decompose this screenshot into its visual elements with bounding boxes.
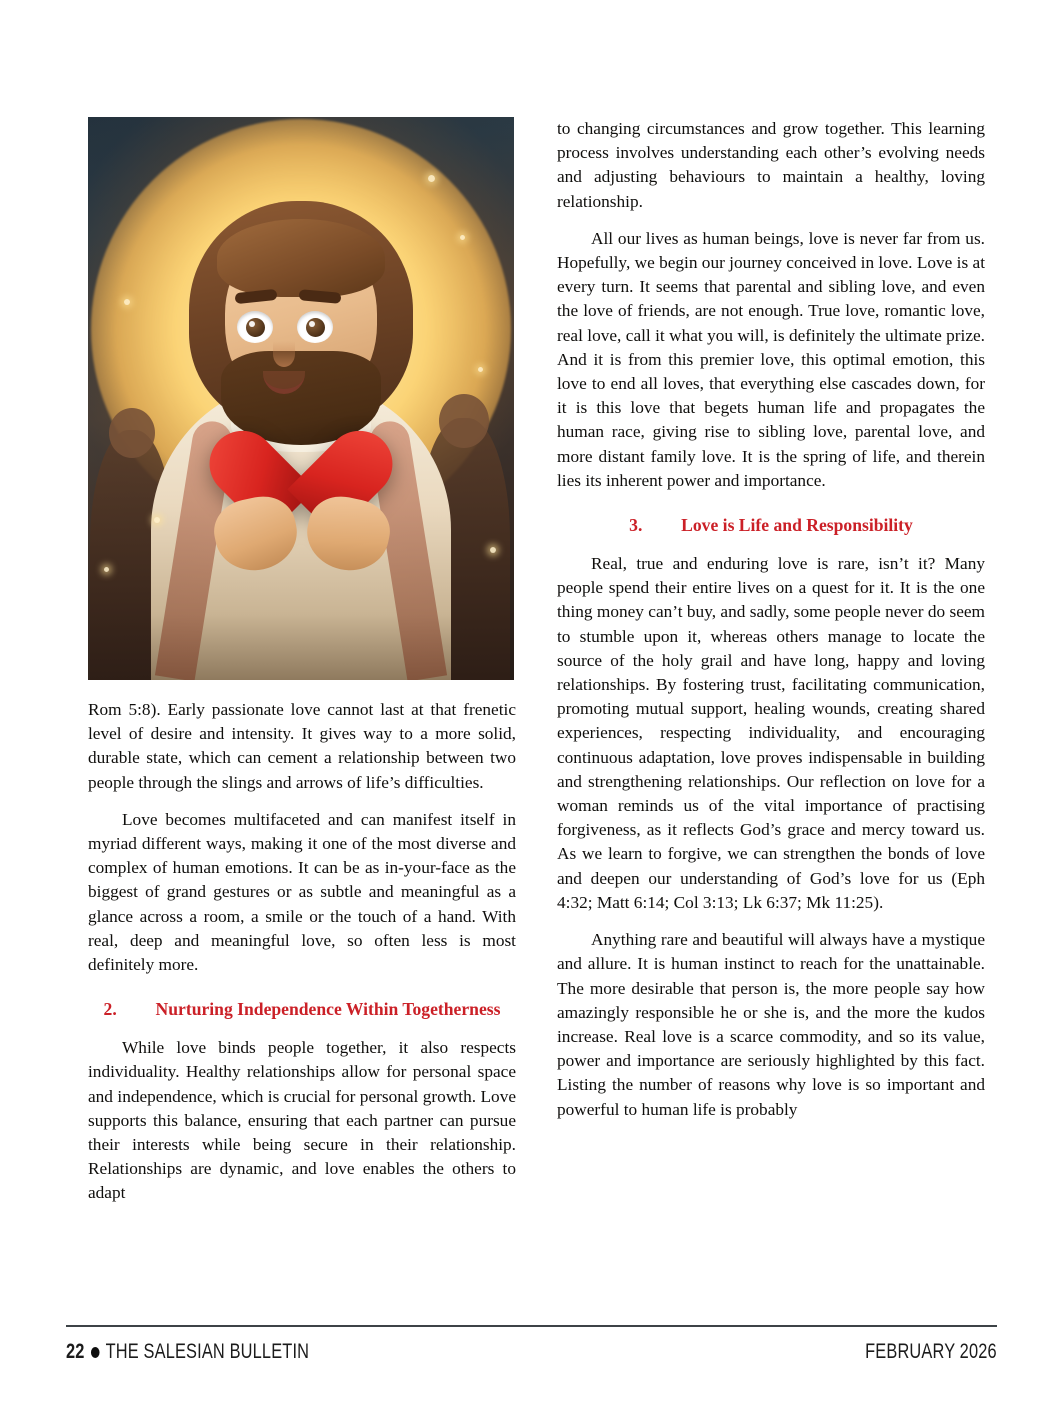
- footer-publication: [66, 1340, 309, 1364]
- section-title: Nurturing Independence Within Togetherness: [155, 999, 501, 1020]
- bullet-icon: [91, 1347, 100, 1358]
- section-heading-2: [88, 997, 516, 1022]
- hair-fringe: [217, 219, 385, 297]
- nose: [273, 341, 295, 367]
- section-title: Love is Life and Responsibility: [681, 515, 913, 536]
- section-heading-3: [557, 513, 985, 538]
- two-column-layout: [88, 117, 986, 1292]
- issue-date: FEBRUARY 2026: [865, 1340, 997, 1363]
- figure-head: [205, 195, 397, 427]
- paragraph: Rom 5:8). Early passionate love cannot last at that frenetic level of desire and intensity. It gives way to a more solid, durable state, which can cement a relationship between two people through the slings and arrows of life’s difficulties.: [88, 700, 516, 792]
- section-number: 3.: [629, 515, 643, 536]
- paragraph: to changing circumstances and grow together. This learning process involves understanding each other’s evolving needs and adjusting behaviours to maintain a healthy, loving relationship.: [557, 119, 985, 211]
- page-content: [88, 117, 986, 1292]
- eye: [297, 311, 333, 343]
- page-footer: [66, 1340, 997, 1364]
- footer-divider: [66, 1325, 997, 1327]
- eye: [237, 311, 273, 343]
- paragraph: While love binds people together, it also respects individuality. Healthy relationships allow for personal space and independence, which is crucial for personal growth. Love supports this balance, ensuring that each partner can pursue their interests while being secure in their relationship. Relationships are dynamic, and love enables the others to adapt: [88, 1038, 516, 1203]
- paragraph: Anything rare and beautiful will always have a mystique and allure. It is human instinct to reach for the unattainable. The more desirable that person is, the more people say how amazingly responsible he or she is, and the more the kudos increase. Real love is a scarce commodity, and so its value, power and importance are seriously highlighted by this fact. Listing the number of reasons why love is so important and powerful to human life is probably: [557, 930, 985, 1119]
- section-number: 2.: [103, 999, 117, 1020]
- paragraph: All our lives as human beings, love is never far from us. Hopefully, we begin our journey conceived in love. Love is at every turn. It seems that parental and sibling love, and even the love of friends, are not enough. True love, romantic love, real love, call it what you will, is definitely the ultimate prize. And it is from this premier love, this optimal emotion, this love to end all loves, that everything else cascades down, for it is this love that begets human life and propagates the human race, giving rise to sibling love, parental love, and more distant family love. It is the spring of life, and therein lies its inherent power and importance.: [557, 228, 985, 490]
- publication-name: THE SALESIAN BULLETIN: [105, 1340, 310, 1363]
- paragraph: Love becomes multifaceted and can manifest itself in myriad different ways, making it one of the most diverse and complex of human emotions. It can be as in-your-face as the biggest of grand gestures or as subtle and meaningful as a glance across a room, a smile or the touch of a hand. With real, deep and meaningful love, so often less is most definitely more.: [88, 809, 516, 975]
- paragraph: Real, true and enduring love is rare, isn’t it? Many people spend their entire lives on a quest for it. It is the one thing money can’t buy, and sadly, some people never do seem to stumble upon it, whereas others manage to locate the source of the holy grail and have long, happy and loving relationships. By fostering trust, facilitating communication, promoting mutual support, healing wounds, creating shared experiences, respecting individuality, and encouraging continuous adaptation, love proves indispensable in building and strengthening relationships. Our reflection on love for a woman reminds us of the vital importance of practising forgiveness, as it reflects God’s grace and mercy toward us. As we learn to forgive, we can strengthen the bonds of love and deepen our understanding of God’s love for us (Eph 4:32; Matt 6:14; Col 3:13; Lk 6:37; Mk 11:25).: [557, 554, 985, 912]
- left-column: [88, 117, 516, 1292]
- right-column: [557, 117, 985, 1292]
- page-number: 22: [66, 1340, 85, 1363]
- article-illustration: [88, 117, 514, 680]
